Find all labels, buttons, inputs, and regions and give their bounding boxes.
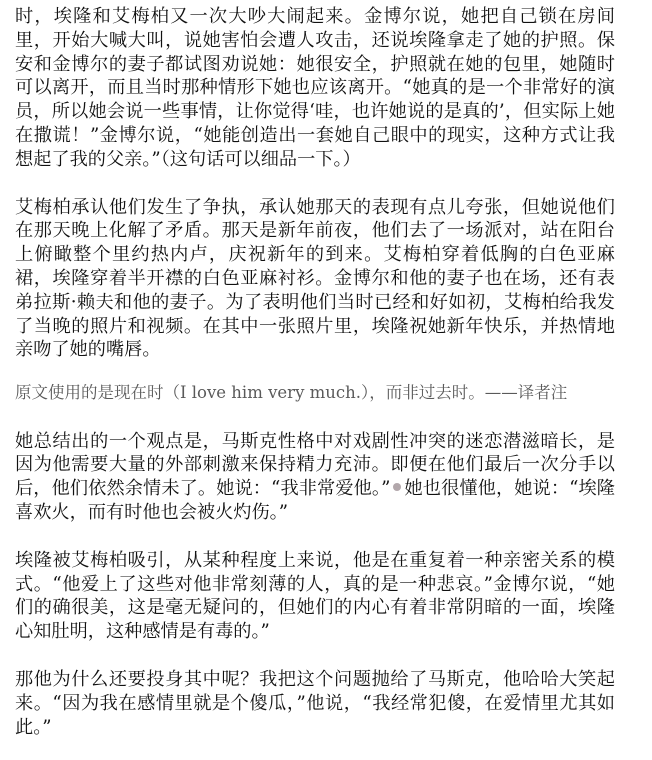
paragraph-3-text-after: 她也很懂他，她说：“埃隆喜欢火，而有时他也会被火灼伤。” bbox=[15, 478, 615, 524]
paragraph-gap bbox=[15, 405, 615, 430]
document-page bbox=[15, 5, 615, 739]
paragraph-3-text-before: 她总结出的一个观点是，马斯克性格中对戏剧性冲突的迷恋潜滋暗长，是因为他需要大量的外部刺激来保持精力充沛。即便在他们最后一次分手以后，他们依然余情未了。她说：“我非常爱他。” bbox=[15, 430, 615, 500]
footnote-marker[interactable] bbox=[393, 483, 401, 491]
paragraph-gap bbox=[15, 644, 615, 668]
paragraph-5: 那他为什么还要投身其中呢？我把这个问题抛给了马斯克，他哈哈大笑起来。“因为我在感情里就是个傻瓜，”他说，“我经常犯傻，在爱情里尤其如此。” bbox=[15, 669, 615, 738]
paragraph-3 bbox=[15, 430, 615, 525]
paragraph-gap bbox=[15, 525, 615, 549]
paragraph-4: 埃隆被艾梅柏吸引，从某种程度上来说，他是在重复着一种亲密关系的模式。“他爱上了这些对他非常刻薄的人，真的是一种悲哀。”金博尔说，“她们的确很美，这是毫无疑问的，但她们的内心有着非常阴暗的一面，埃隆心知肚明，这种感情是有毒的。” bbox=[15, 549, 615, 643]
paragraph-gap bbox=[15, 172, 615, 196]
translator-footnote: 原文使用的是现在时（I love him very much.），而非过去时。——译者注 bbox=[15, 383, 568, 403]
paragraph-2: 艾梅柏承认他们发生了争执，承认她那天的表现有点儿夸张，但她说他们在那天晚上化解了矛盾。那天是新年前夜，他们去了一场派对，站在阳台上俯瞰整个里约热内卢，庆祝新年的到来。艾梅柏穿着低胸的白色亚麻裙，埃隆穿着半开襟的白色亚麻衬衫。金博尔和他的妻子也在场，还有表弟拉斯·赖夫和他的妻子。为了表明他们当时已经和好如初，艾梅柏给我发了当晚的照片和视频。在其中一张照片里，埃隆祝她新年快乐，并热情地亲吻了她的嘴唇。 bbox=[15, 196, 615, 361]
paragraph-gap bbox=[15, 362, 615, 381]
paragraph-1: 时，埃隆和艾梅柏又一次大吵大闹起来。金博尔说，她把自己锁在房间里，开始大喊大叫，说她害怕会遭人攻击，还说埃隆拿走了她的护照。保安和金博尔的妻子都试图劝说她：她很安全，护照就在她的包里，她随时可以离开，而且当时那种情形下她也应该离开。“她真的是一个非常好的演员，所以她会说一些事情，让你觉得‘哇，也许她说的是真的’，但实际上她在撒谎！”金博尔说，“她能创造出一套她自己眼中的现实，这种方式让我想起了我的父亲。”（这句话可以细品一下。） bbox=[15, 6, 615, 170]
